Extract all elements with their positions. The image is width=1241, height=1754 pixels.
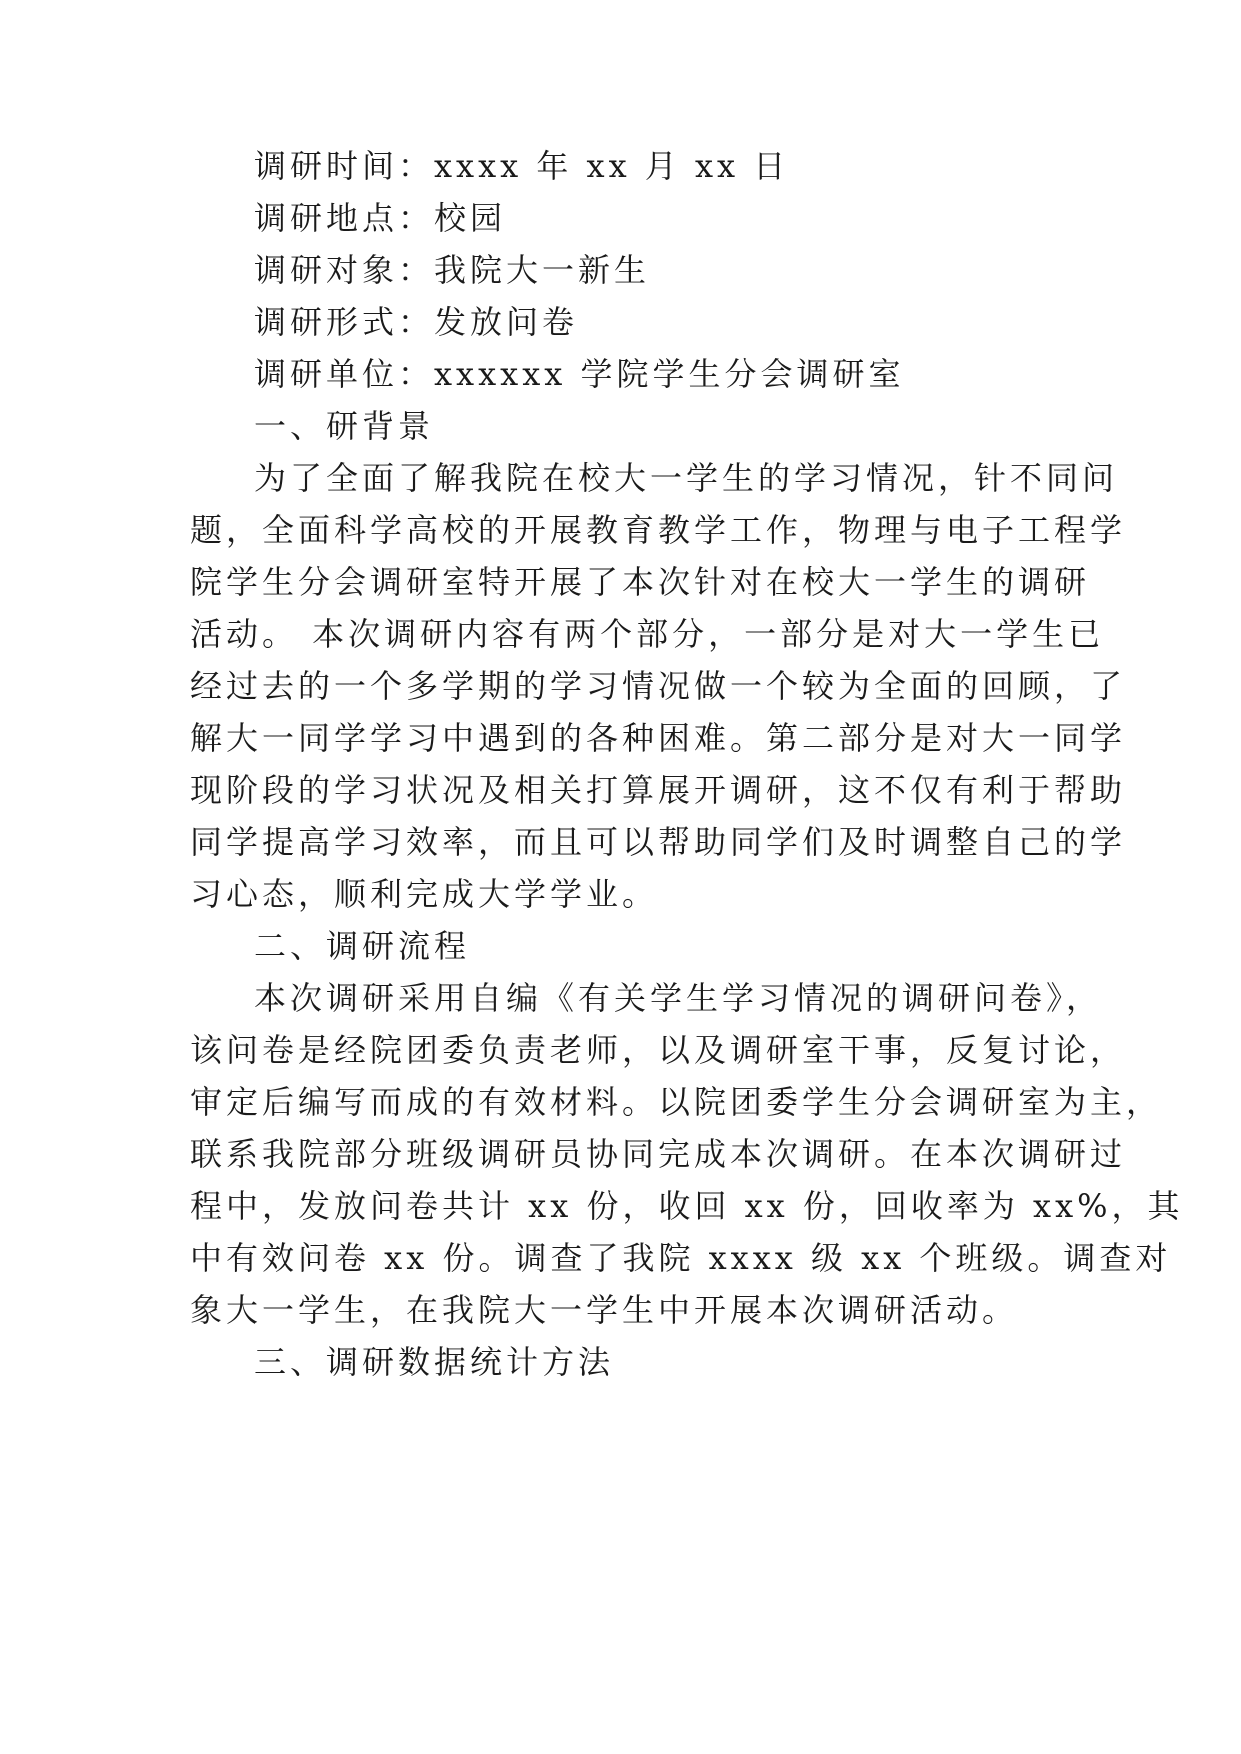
survey-place: 调研地点：校园 — [254, 199, 507, 237]
survey-time: 调研时间：xxxx 年 xx 月 xx 日 — [254, 147, 790, 185]
section-2-line: 程中，发放问卷共计 xx 份，收回 xx 份，回收率为 xx%，其 — [190, 1187, 1184, 1225]
section-1-line: 解大一同学学习中遇到的各种困难。第二部分是对大一同学 — [190, 719, 1127, 757]
survey-form: 调研形式：发放问卷 — [254, 303, 579, 341]
section-3-heading: 三、调研数据统计方法 — [254, 1343, 615, 1381]
section-2-line: 该问卷是经院团委负责老师，以及调研室干事，反复讨论， — [190, 1031, 1127, 1069]
section-1-line: 经过去的一个多学期的学习情况做一个较为全面的回顾，了 — [190, 667, 1127, 705]
section-2-heading: 二、调研流程 — [254, 927, 471, 965]
section-1-line: 院学生分会调研室特开展了本次针对在校大一学生的调研 — [190, 563, 1091, 601]
section-1-line: 为了全面了解我院在校大一学生的学习情况，针不同问 — [254, 459, 1119, 497]
section-1-heading: 一、研背景 — [254, 407, 435, 445]
section-1-line: 题，全面科学高校的开展教育教学工作，物理与电子工程学 — [190, 511, 1127, 549]
section-2-line: 联系我院部分班级调研员协同完成本次调研。在本次调研过 — [190, 1135, 1127, 1173]
section-1-line: 现阶段的学习状况及相关打算展开调研，这不仅有利于帮助 — [190, 771, 1127, 809]
section-2-line: 中有效问卷 xx 份。调查了我院 xxxx 级 xx 个班级。调查对 — [190, 1239, 1172, 1277]
section-2-line: 象大一学生，在我院大一学生中开展本次调研活动。 — [190, 1291, 1019, 1329]
survey-unit: 调研单位：xxxxxx 学院学生分会调研室 — [254, 355, 905, 393]
section-1-line: 习心态，顺利完成大学学业。 — [190, 875, 659, 913]
section-1-line: 同学提高学习效率，而且可以帮助同学们及时调整自己的学 — [190, 823, 1127, 861]
section-2-line: 本次调研采用自编《有关学生学习情况的调研问卷》， — [254, 979, 1103, 1017]
section-1-line: 活动。 本次调研内容有两个部分，一部分是对大一学生已 — [190, 615, 1105, 653]
survey-subject: 调研对象：我院大一新生 — [254, 251, 651, 289]
section-2-line: 审定后编写而成的有效材料。以院团委学生分会调研室为主， — [190, 1083, 1163, 1121]
